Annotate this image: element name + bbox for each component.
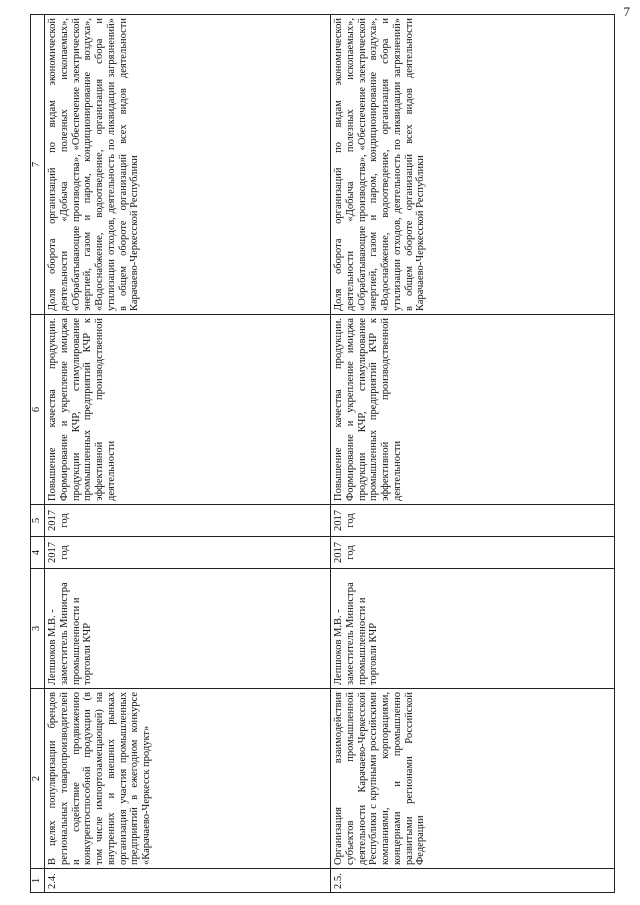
end-date-cell: 2017 год — [331, 505, 615, 537]
page-number: 7 — [623, 4, 630, 19]
col-header-7: 7 — [31, 15, 45, 315]
row-number: 2.5. — [331, 869, 615, 893]
plan-table — [30, 14, 615, 893]
rotated-table-wrapper — [30, 15, 615, 893]
col-header-1: 1 — [31, 869, 45, 893]
executor-cell: Лепшоков М.В. - заместитель Министра промышленности и торговли КЧР — [331, 569, 615, 689]
col-header-5: 5 — [31, 505, 45, 537]
executor-cell: Лепшоков М.В. - заместитель Министра промышленности и торговли КЧР — [45, 569, 331, 689]
table-row — [45, 15, 331, 893]
col-header-3: 3 — [31, 569, 45, 689]
col-header-6: 6 — [31, 315, 45, 505]
indicator-cell: Доля оборота организаций по видам экономической деятельности «Добыча полезных ископаемых», «Обрабатывающие производства», «Обеспечение электрической энергией, газом и паром, кондиционирование воздуха», «Водоснабжение, водоотведение, организация сбора и утилизации отходов, деятельность по ликвидации загрязнений» в общем обороте организаций всех видов деятельности Карачаево-Черкесской Республики — [45, 15, 331, 315]
table-row — [331, 15, 615, 893]
result-cell: Повышение качества продукции. Формирование и укрепление имиджа продукции КЧР, стимулирование промышленных предприятий КЧР к эффективной производственной деятельности — [331, 315, 615, 505]
col-header-2: 2 — [31, 689, 45, 869]
indicator-cell: Доля оборота организаций по видам экономической деятельности «Добыча полезных ископаемых», «Обрабатывающие производства», «Обеспечение электрической энергией, газом и паром, кондиционирование воздуха», «Водоснабжение, водоотведение, организация сбора и утилизации отходов, деятельность по ликвидации загрязнений» в общем обороте организаций всех видов деятельности Карачаево-Черкесской Республики — [331, 15, 615, 315]
result-cell: Повышение качества продукции. Формирование и укрепление имиджа продукции КЧР, стимулирование промышленных предприятий КЧР к эффективной производственной деятельности — [45, 315, 331, 505]
end-date-cell: 2017 год — [45, 505, 331, 537]
event-cell: Организация взаимодействия субъектов промышленной деятельности Карачаево-Черкесской Республики с крупными российскими компаниями, корпорациями, концернами и промышленно развитыми регионами Российской Федерации — [331, 689, 615, 869]
event-cell: В целях популяризации брендов региональных товаропроизводителей и содействие продвижению конкурентоспособной продукции (в том числе импортозамещающей) на внутренних и внешних рынках организация участия промышленных предприятий в ежегодном конкурсе «Карачаево-Черкесск продукт» — [45, 689, 331, 869]
start-date-cell: 2017 год — [45, 537, 331, 569]
row-number: 2.4. — [45, 869, 331, 893]
start-date-cell: 2017 год — [331, 537, 615, 569]
header-row — [31, 15, 45, 893]
col-header-4: 4 — [31, 537, 45, 569]
